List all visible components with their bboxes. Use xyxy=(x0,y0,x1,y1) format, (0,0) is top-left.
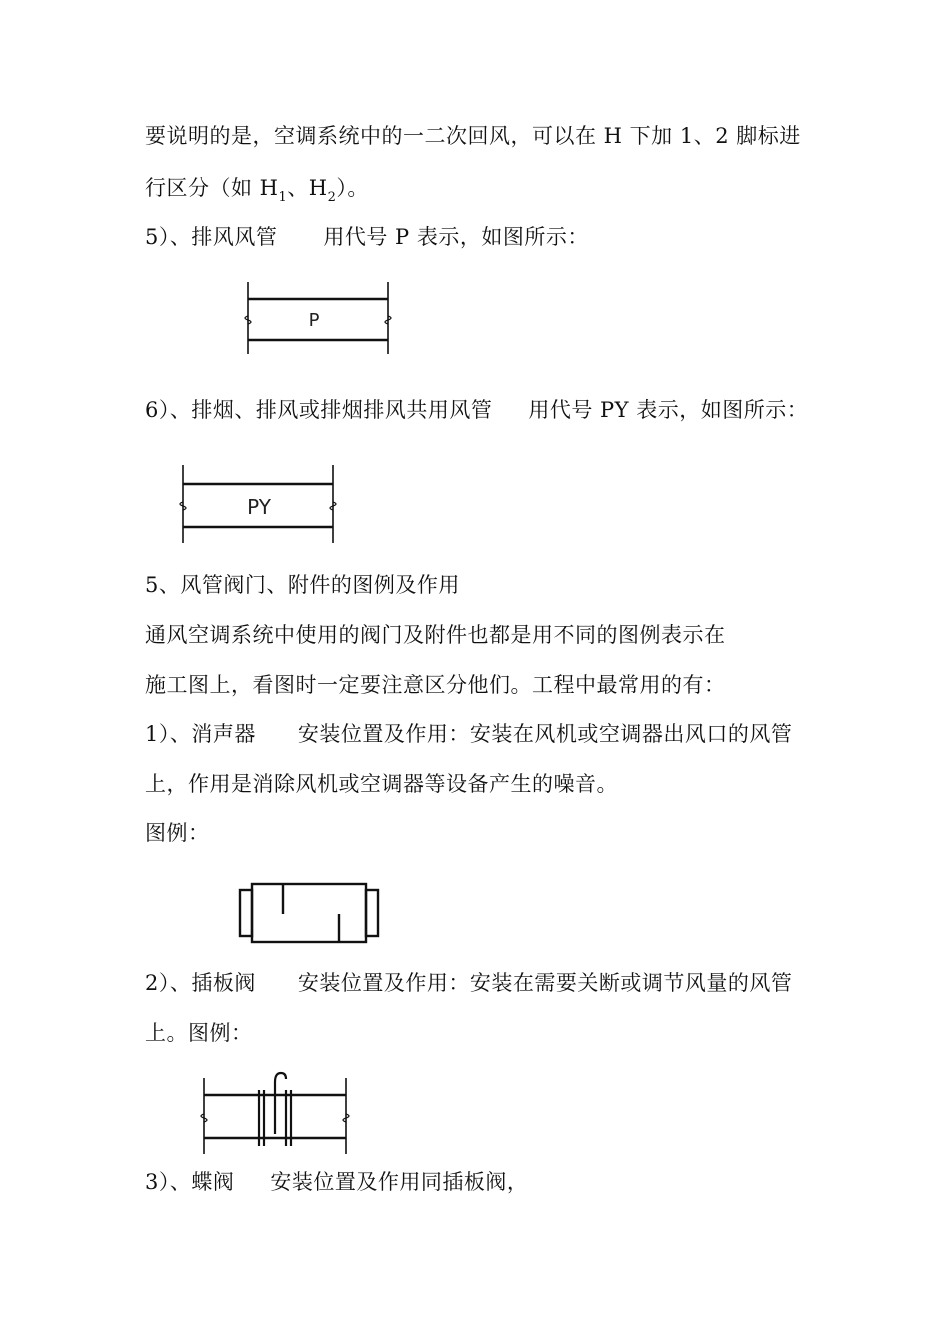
muffler-figure xyxy=(238,882,384,946)
item-label: 6）、排烟、排风或排烟排风共用风管 xyxy=(145,398,493,422)
item-line-muffler xyxy=(145,719,792,749)
item-label: 2）、插板阀 xyxy=(145,971,256,995)
smoke-exhaust-duct-figure xyxy=(175,465,343,545)
text-span: 、H xyxy=(287,176,328,200)
item-label: 1）、消声器 xyxy=(145,722,256,746)
exhaust-duct-figure xyxy=(240,282,400,356)
item-description: 用代号 P 表示，如图所示： xyxy=(323,225,589,249)
duct-code-label: PY xyxy=(247,495,271,519)
legend-label: 图例： xyxy=(145,821,210,845)
item-line-gate-valve xyxy=(145,968,792,998)
item-line-smoke-duct xyxy=(145,395,808,425)
gate-valve-figure xyxy=(198,1070,356,1156)
item-line-exhaust-duct xyxy=(145,222,589,252)
item-description: 安装位置及作用同插板阀， xyxy=(270,1170,529,1194)
paragraph-line: 上，作用是消除风机或空调器等设备产生的噪音。 xyxy=(145,772,618,796)
section-heading: 5、风管阀门、附件的图例及作用 xyxy=(145,573,460,597)
paragraph-line: 通风空调系统中使用的阀门及附件也都是用不同的图例表示在 xyxy=(145,623,726,647)
paragraph-line xyxy=(145,173,369,203)
duct-code-label: P xyxy=(308,310,320,331)
item-label: 5）、排风风管 xyxy=(145,225,278,249)
text-span: 行区分（如 H xyxy=(145,176,279,200)
item-label: 3）、蝶阀 xyxy=(145,1170,235,1194)
paragraph-line: 要说明的是，空调系统中的一二次回风，可以在 H 下加 1、2 脚标进 xyxy=(145,124,801,148)
item-description: 安装位置及作用：安装在风机或空调器出风口的风管 xyxy=(297,722,793,746)
paragraph-line: 上。图例： xyxy=(145,1021,253,1045)
item-line-butterfly-valve xyxy=(145,1167,528,1197)
paragraph-line: 施工图上，看图时一定要注意区分他们。工程中最常用的有： xyxy=(145,673,726,697)
subscript: 2 xyxy=(327,190,337,205)
text-span: ）。 xyxy=(336,176,369,200)
item-description: 安装位置及作用：安装在需要关断或调节风量的风管 xyxy=(297,971,793,995)
item-description: 用代号 PY 表示，如图所示： xyxy=(528,398,809,422)
subscript: 1 xyxy=(278,190,288,205)
